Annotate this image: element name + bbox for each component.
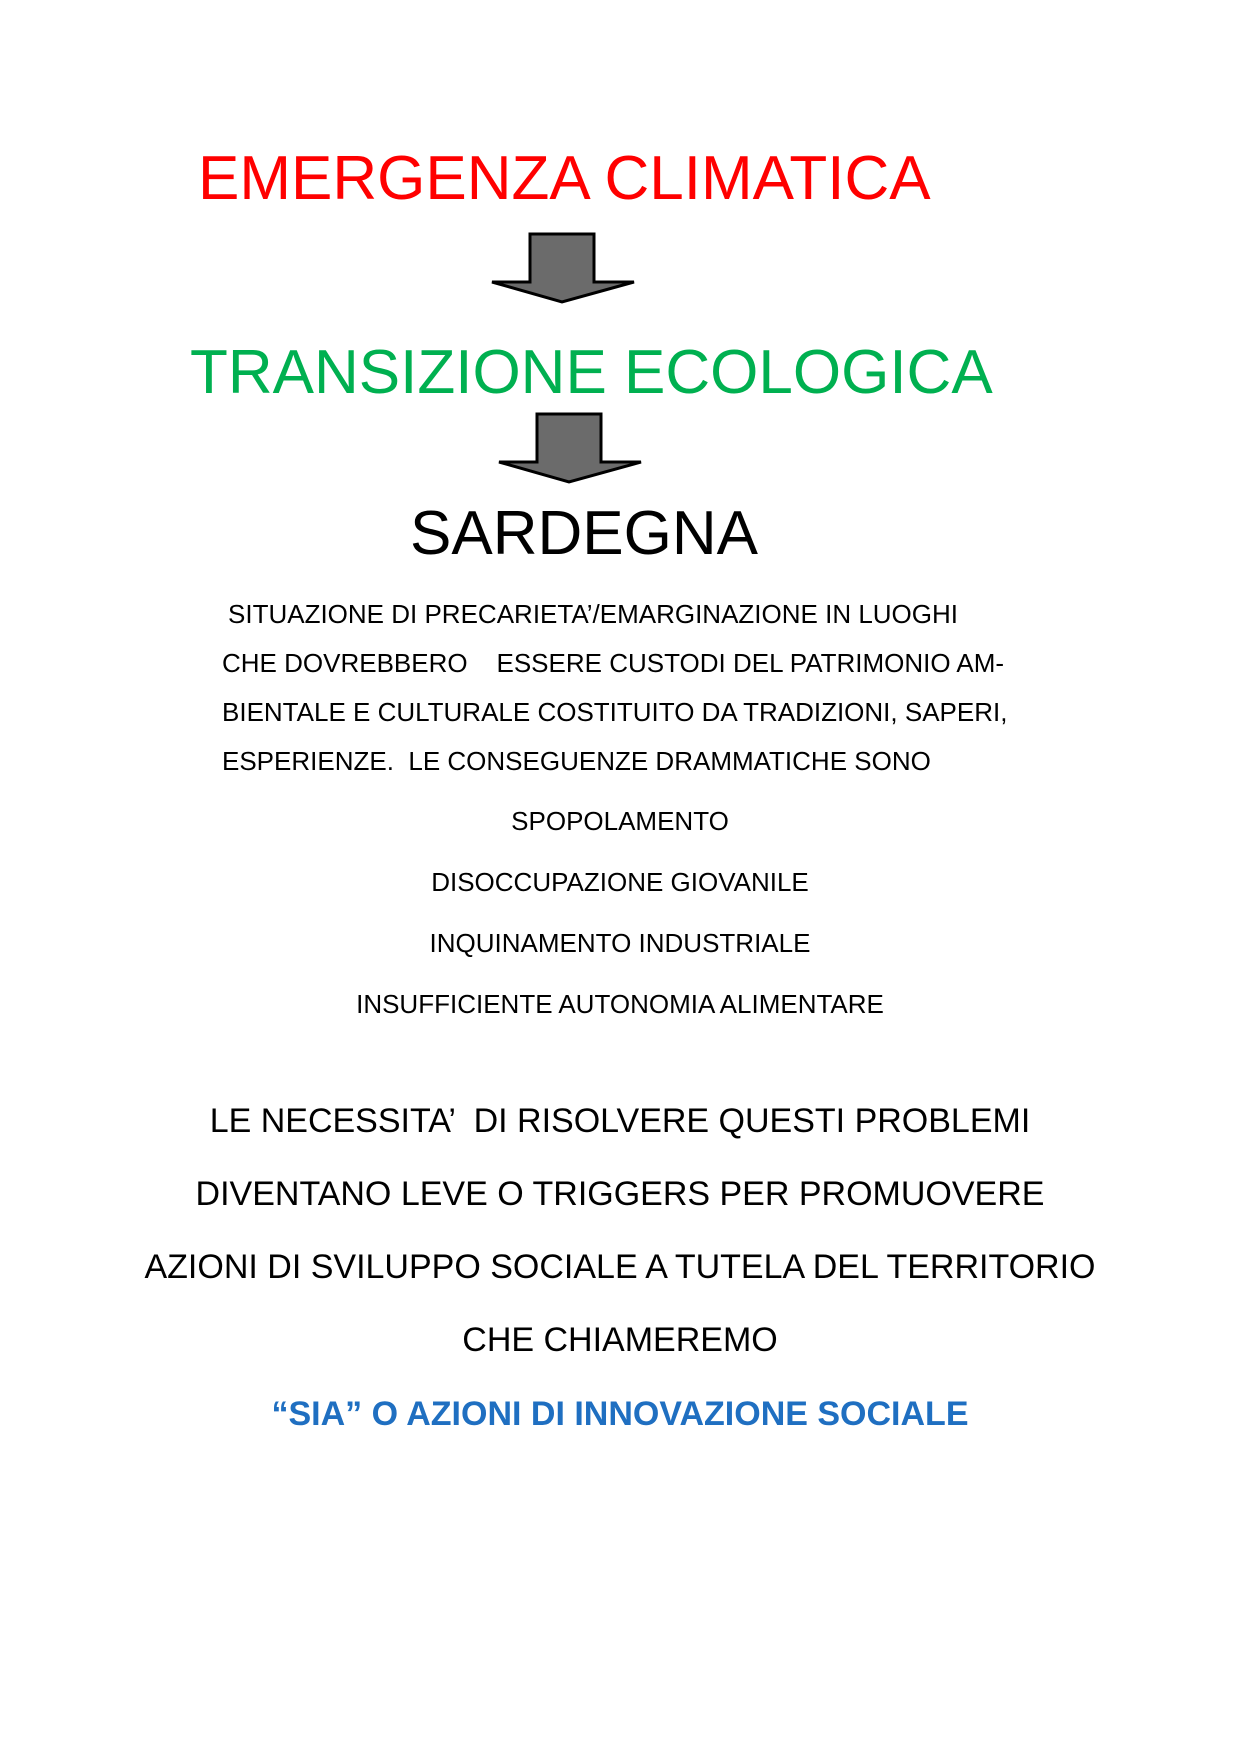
- conclusion-line: DIVENTANO LEVE O TRIGGERS PER PROMUOVERE: [195, 1175, 1045, 1213]
- heading-sardegna: SARDEGNA: [410, 499, 758, 568]
- heading-transizione-ecologica: TRANSIZIONE ECOLOGICA: [190, 338, 993, 407]
- conclusion-line: CHE CHIAMEREMO: [462, 1321, 778, 1359]
- heading-emergenza-climatica: EMERGENZA CLIMATICA: [198, 144, 931, 213]
- conclusion-line: AZIONI DI SVILUPPO SOCIALE A TUTELA DEL TERRITORIO: [144, 1248, 1096, 1286]
- conclusion-line: LE NECESSITA’ DI RISOLVERE QUESTI PROBLEMI: [209, 1102, 1031, 1140]
- situation-line: BIENTALE E CULTURALE COSTITUITO DA TRADIZIONI, SAPERI,: [222, 697, 1008, 727]
- consequence-item: SPOPOLAMENTO: [511, 806, 729, 836]
- situation-line: ESPERIENZE. LE CONSEGUENZE DRAMMATICHE SONO: [222, 746, 931, 776]
- consequence-item: INSUFFICIENTE AUTONOMIA ALIMENTARE: [356, 989, 884, 1019]
- consequence-item: DISOCCUPAZIONE GIOVANILE: [431, 867, 809, 897]
- down-arrow-icon: [488, 232, 638, 309]
- consequence-item: INQUINAMENTO INDUSTRIALE: [429, 928, 811, 958]
- situation-line: SITUAZIONE DI PRECARIETA’/EMARGINAZIONE IN LUOGHI: [228, 599, 959, 629]
- sia-highlight: “SIA” O AZIONI DI INNOVAZIONE SOCIALE: [271, 1395, 969, 1433]
- situation-line: CHE DOVREBBERO ESSERE CUSTODI DEL PATRIMONIO AM-: [222, 648, 1005, 678]
- down-arrow-icon: [495, 412, 645, 489]
